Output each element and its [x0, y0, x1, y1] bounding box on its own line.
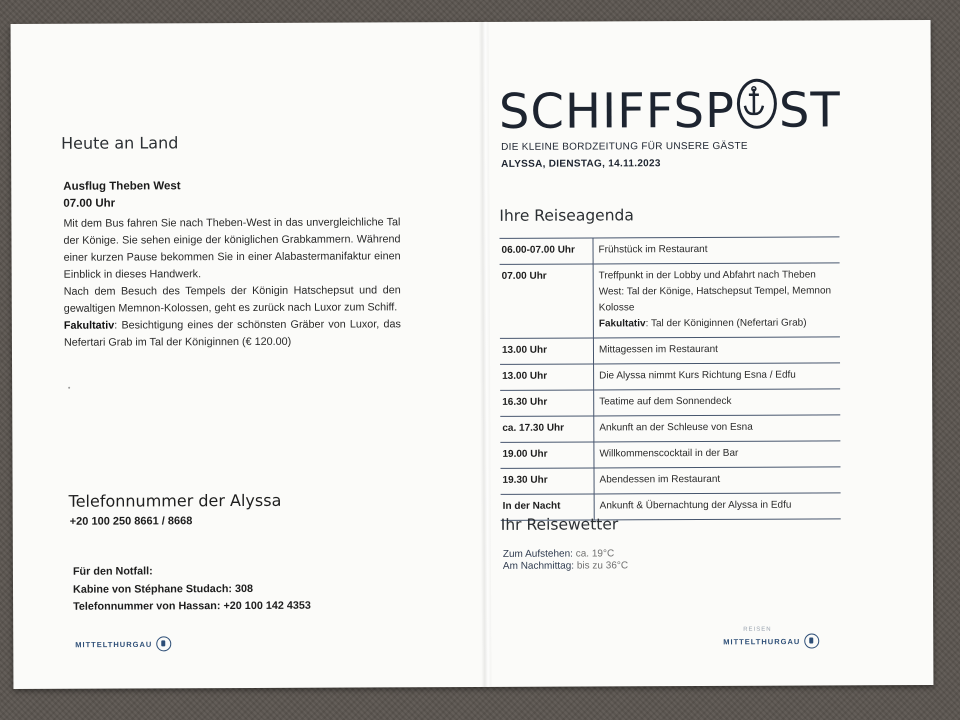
agenda-activity [593, 263, 840, 338]
agenda-activity: Die Alyssa nimmt Kurs Richtung Esna / Edfu [594, 363, 841, 390]
masthead-part-2: ST [778, 82, 841, 139]
excursion-description [63, 214, 401, 351]
right-logo-faint: REISEN [743, 626, 772, 633]
agenda-activity: Ankunft & Übernachtung der Alyssa in Edfu [594, 493, 841, 520]
optional-text: : Besichtigung eines der schönsten Gräber von Luxor, das Nefertari Grab im Tal der Königinnen (€ 120.00) [63, 318, 401, 349]
masthead-part-1: SCHIFFSP [498, 82, 736, 140]
optional-label: Fakultativ [63, 319, 115, 332]
agenda-optional-label: Fakultativ [598, 318, 646, 330]
crest-icon [156, 636, 171, 651]
phone-title: Telefonnummer der Alyssa [68, 490, 282, 511]
agenda-time: ca. 17.30 Uhr [500, 416, 594, 442]
left-logo [75, 637, 171, 652]
excursion-optional [64, 316, 401, 351]
excursion-title: Ausflug Theben West [63, 180, 181, 193]
agenda-activity: Mittagessen im Restaurant [593, 337, 840, 364]
excursion-paragraph-1: Mit dem Bus fahren Sie nach Theben-West in das unvergleichliche Tal der Könige. Sie sehen einige der königlichen Grabkammern. Während einer kurzen Pause bekommen Sie in einer Alabastermanifaktur einen Einblick in dieses Handwerk. [63, 216, 401, 281]
weather-morning-label: Zum Aufstehen: [502, 548, 573, 560]
excursion-time: 07.00 Uhr [63, 197, 116, 210]
right-logo-text: MITTELTHURGAU [723, 637, 801, 647]
agenda-activity-text: Treffpunkt in der Lobby und Abfahrt nach Theben West: Tal der Könige, Hatschepsut Tempel, Memnon Kolosse [598, 269, 832, 314]
newsletter-sheet [11, 20, 934, 689]
left-logo-text: MITTELTHURGAU [75, 639, 153, 650]
agenda-time: 13.00 Uhr [500, 364, 594, 390]
agenda-time: 06.00-07.00 Uhr [499, 238, 593, 264]
emergency-block [73, 563, 311, 617]
agenda-activity: Teatime auf dem Sonnendeck [594, 389, 841, 416]
agenda-row [499, 237, 839, 264]
left-heading: Heute an Land [61, 133, 179, 153]
agenda-time: 19.30 Uhr [500, 468, 594, 494]
emergency-cabin: Kabine von Stéphane Studach: 308 [72, 582, 254, 596]
agenda-activity: Frühstück im Restaurant [593, 237, 840, 264]
weather-block [503, 548, 628, 573]
agenda-row [500, 415, 840, 442]
stray-dot [68, 387, 70, 389]
phone-number: +20 100 250 8661 / 8668 [69, 515, 193, 528]
masthead-subtitle: DIE KLEINE BORDZEITUNG FÜR UNSERE GÄSTE [501, 140, 748, 153]
agenda-time: 13.00 Uhr [500, 338, 594, 364]
crest-icon [804, 633, 819, 648]
agenda-row [500, 363, 840, 390]
emergency-hassan: Telefonnummer von Hassan: +20 100 142 4353 [73, 599, 311, 613]
agenda-optional-text: : Tal der Königinnen (Nefertari Grab) [645, 317, 807, 330]
agenda-title: Ihre Reiseagenda [499, 206, 634, 225]
agenda-row [500, 389, 840, 416]
excursion-paragraph-2: Nach dem Besuch des Tempels der Königin Hatschepsut und den gewaltigen Memnon-Kolossen, geht es zurück nach Luxor zum Schiff. [63, 284, 401, 315]
agenda-time: 07.00 Uhr [500, 264, 594, 338]
weather-afternoon [503, 560, 628, 573]
agenda-activity: Abendessen im Restaurant [594, 467, 841, 494]
agenda-row [500, 467, 840, 494]
agenda-row [500, 263, 840, 338]
weather-morning-value: ca. 19°C [575, 548, 615, 560]
agenda-time: In der Nacht [501, 494, 595, 520]
agenda-activity: Willkommenscocktail in der Bar [594, 441, 841, 468]
agenda-table [499, 236, 840, 520]
center-fold [479, 22, 492, 687]
agenda-row [500, 337, 840, 364]
anchor-icon [737, 79, 777, 129]
agenda-time: 16.30 Uhr [500, 390, 594, 416]
masthead [499, 78, 841, 139]
weather-title: Ihr Reisewetter [500, 515, 619, 534]
emergency-title: Für den Notfall: [72, 565, 153, 578]
weather-afternoon-value: bis zu 36°C [576, 560, 629, 572]
agenda-row [500, 441, 840, 468]
agenda-activity: Ankunft an der Schleuse von Esna [594, 415, 841, 442]
date-line: ALYSSA, DIENSTAG, 14.11.2023 [501, 158, 661, 170]
agenda-time: 19.00 Uhr [500, 442, 594, 468]
right-logo [723, 634, 819, 649]
weather-morning [503, 548, 628, 561]
weather-afternoon-label: Am Nachmittag: [502, 560, 575, 572]
